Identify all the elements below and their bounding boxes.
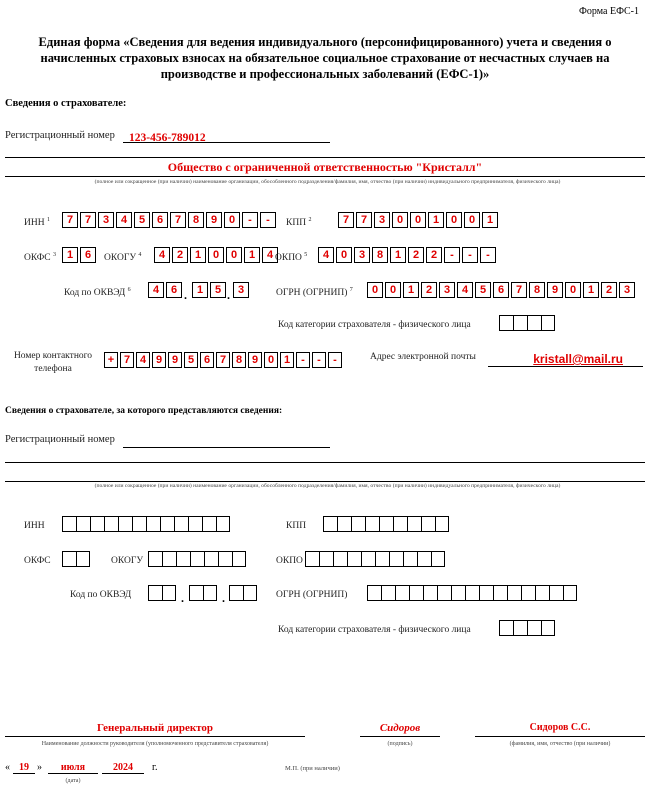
form-code: Форма ЕФС-1 xyxy=(579,6,639,17)
code-cell: 1 xyxy=(280,352,294,368)
code-cell: 8 xyxy=(188,212,204,228)
empty-cell xyxy=(365,516,379,532)
code-cell: 4 xyxy=(262,247,278,263)
code-cell: 9 xyxy=(206,212,222,228)
insured-ogrn-field[interactable] xyxy=(367,585,577,601)
code-cell: - xyxy=(328,352,342,368)
insurer-org-name[interactable]: Общество с ограниченной ответственностью "Кристалл" xyxy=(167,160,483,174)
position-field[interactable]: Генеральный директор xyxy=(5,722,305,737)
code-cell: 5 xyxy=(134,212,150,228)
insured-okved-label: Код по ОКВЭД xyxy=(70,590,132,600)
insured-okved-field-3[interactable] xyxy=(229,585,257,601)
empty-cell xyxy=(395,585,409,601)
empty-cell xyxy=(409,585,423,601)
code-cell: 7 xyxy=(80,212,96,228)
empty-cell xyxy=(393,516,407,532)
code-cell: 8 xyxy=(232,352,246,368)
code-cell: 0 xyxy=(224,212,240,228)
empty-cell xyxy=(204,551,218,567)
code-cell: 0 xyxy=(367,282,383,298)
phone-label: Номер контактного телефона xyxy=(13,351,93,374)
code-cell: - xyxy=(444,247,460,263)
empty-cell xyxy=(337,516,351,532)
code-cell: 1 xyxy=(583,282,599,298)
insured-okved-field-2[interactable] xyxy=(189,585,217,601)
code-cell: 6 xyxy=(493,282,509,298)
code-cell: 3 xyxy=(98,212,114,228)
code-cell: 9 xyxy=(547,282,563,298)
okved-field-1[interactable] xyxy=(148,282,184,298)
empty-cell xyxy=(367,585,381,601)
kpp-label: КПП $^2$ xyxy=(286,217,312,229)
empty-cell xyxy=(347,551,361,567)
insured-okfs-field[interactable] xyxy=(62,551,90,567)
date-month-field[interactable]: июля xyxy=(48,762,98,774)
empty-cell xyxy=(499,620,513,636)
divider xyxy=(5,176,645,177)
code-cell: - xyxy=(260,212,276,228)
insured-okpo-label: ОКПО xyxy=(276,556,303,566)
empty-cell xyxy=(527,315,541,331)
code-cell: 2 xyxy=(408,247,424,263)
code-cell: 7 xyxy=(338,212,354,228)
code-cell: 1 xyxy=(190,247,206,263)
category-field[interactable] xyxy=(499,315,555,331)
divider xyxy=(5,462,645,463)
code-cell: 0 xyxy=(385,282,401,298)
code-cell: 4 xyxy=(457,282,473,298)
insurer-reg-value: 123-456-789012 xyxy=(129,132,206,144)
code-cell: 2 xyxy=(172,247,188,263)
code-cell: 7 xyxy=(170,212,186,228)
empty-cell xyxy=(541,315,555,331)
code-cell: 1 xyxy=(482,212,498,228)
category-label: Код категории страхователя - физического лица xyxy=(278,320,471,330)
okved-separator: . xyxy=(227,288,230,302)
date-quote-close: » xyxy=(37,762,42,773)
empty-cell xyxy=(431,551,445,567)
inn-field[interactable] xyxy=(62,212,278,228)
insured-kpp-label: КПП xyxy=(286,521,307,531)
empty-cell xyxy=(104,516,118,532)
code-cell: 0 xyxy=(565,282,581,298)
code-cell: 6 xyxy=(152,212,168,228)
empty-cell xyxy=(437,585,451,601)
signature-note: (подпись) xyxy=(387,741,413,747)
insured-okogu-label: ОКОГУ xyxy=(111,556,144,566)
insurer-reg-label: Регистрационный номер xyxy=(5,130,115,141)
okved-field-2[interactable] xyxy=(192,282,228,298)
empty-cell xyxy=(203,585,217,601)
empty-cell xyxy=(62,551,76,567)
code-cell: 0 xyxy=(392,212,408,228)
empty-cell xyxy=(190,551,204,567)
insured-reg-label: Регистрационный номер xyxy=(5,434,115,445)
empty-cell xyxy=(76,551,90,567)
code-cell: - xyxy=(242,212,258,228)
empty-cell xyxy=(407,516,421,532)
code-cell: 5 xyxy=(210,282,226,298)
code-cell: 0 xyxy=(336,247,352,263)
empty-cell xyxy=(323,516,337,532)
empty-cell xyxy=(232,551,246,567)
insured-inn-field[interactable] xyxy=(62,516,230,532)
empty-cell xyxy=(162,551,176,567)
empty-cell xyxy=(527,620,541,636)
code-cell: 5 xyxy=(184,352,198,368)
okved-separator: . xyxy=(184,288,187,302)
code-cell: 7 xyxy=(216,352,230,368)
empty-cell xyxy=(435,516,449,532)
okfs-field[interactable] xyxy=(62,247,98,263)
ogrn-label: ОГРН (ОГРНИП) $^7$ xyxy=(276,287,353,299)
insured-org-note: (полное или сокращенное (при наличии) наименование организации, обособленного подразделения/фамилия, имя, отчество (при наличии) индивидуального предпринимателя, физического лица) xyxy=(94,483,561,489)
empty-cell xyxy=(118,516,132,532)
code-cell: 0 xyxy=(226,247,242,263)
empty-cell xyxy=(563,585,577,601)
insured-okogu-field[interactable] xyxy=(148,551,246,567)
empty-cell xyxy=(417,551,431,567)
name-field[interactable]: Сидоров С.С. xyxy=(475,722,645,737)
empty-cell xyxy=(379,516,393,532)
position-note: Наименование должности руководителя (уполномоченного представителя страхователя) xyxy=(41,741,269,747)
empty-cell xyxy=(549,585,563,601)
insured-inn-label: ИНН xyxy=(24,521,45,531)
empty-cell xyxy=(76,516,90,532)
code-cell: 0 xyxy=(410,212,426,228)
empty-cell xyxy=(189,585,203,601)
empty-cell xyxy=(146,516,160,532)
date-note: (дата) xyxy=(65,778,81,784)
code-cell: 1 xyxy=(62,247,78,263)
inn-label: ИНН $^1$ xyxy=(24,217,50,229)
empty-cell xyxy=(403,551,417,567)
code-cell: 2 xyxy=(426,247,442,263)
page-title: Единая форма «Сведения для ведения индивидуального (персонифицированного) учета и сведения о начисленных страховых взносах на обязательное социальное страхование от несчастных случаев на производстве и профессиональных заболеваний (ЕФС-1)» xyxy=(38,35,612,81)
date-quote-open: « xyxy=(5,762,10,773)
code-cell: 1 xyxy=(390,247,406,263)
insurer-org-note: (полное или сокращенное (при наличии) наименование организации, обособленного подразделения/фамилия, имя, отчество (при наличии) индивидуального предпринимателя, физического лица) xyxy=(94,179,561,185)
code-cell: 0 xyxy=(446,212,462,228)
okpo-label: ОКПО $^5$ xyxy=(275,252,308,264)
insured-kpp-field[interactable] xyxy=(323,516,449,532)
code-cell: 9 xyxy=(168,352,182,368)
code-cell: 7 xyxy=(356,212,372,228)
email-label: Адрес электронной почты xyxy=(370,352,476,362)
empty-cell xyxy=(162,585,176,601)
empty-cell xyxy=(243,585,257,601)
insurer-heading: Сведения о страхователе: xyxy=(5,98,127,109)
code-cell: 1 xyxy=(192,282,208,298)
code-cell: 3 xyxy=(233,282,249,298)
code-cell: 0 xyxy=(464,212,480,228)
okved-field-3[interactable] xyxy=(233,282,251,298)
okfs-label: ОКФС $^3$ xyxy=(24,252,56,264)
code-cell: - xyxy=(312,352,326,368)
code-cell: 9 xyxy=(248,352,262,368)
insurer-reg-field[interactable] xyxy=(123,128,330,143)
empty-cell xyxy=(333,551,347,567)
code-cell: 4 xyxy=(116,212,132,228)
empty-cell xyxy=(160,516,174,532)
code-cell: 4 xyxy=(148,282,164,298)
code-cell: 3 xyxy=(354,247,370,263)
code-cell: 3 xyxy=(439,282,455,298)
ogrn-field[interactable] xyxy=(367,282,637,298)
code-cell: 6 xyxy=(200,352,214,368)
empty-cell xyxy=(90,516,104,532)
code-cell: 6 xyxy=(80,247,96,263)
code-cell: 0 xyxy=(208,247,224,263)
empty-cell xyxy=(319,551,333,567)
okved-label: Код по ОКВЭД $^6$ xyxy=(64,287,131,299)
empty-cell xyxy=(493,585,507,601)
insured-okved-field-1[interactable] xyxy=(148,585,176,601)
okogu-field[interactable] xyxy=(154,247,280,263)
empty-cell xyxy=(176,551,190,567)
empty-cell xyxy=(479,585,493,601)
insured-okpo-field[interactable] xyxy=(305,551,445,567)
empty-cell xyxy=(381,585,395,601)
empty-cell xyxy=(188,516,202,532)
empty-cell xyxy=(132,516,146,532)
code-cell: - xyxy=(480,247,496,263)
code-cell: + xyxy=(104,352,118,368)
phone-field[interactable] xyxy=(104,352,344,368)
code-cell: 5 xyxy=(475,282,491,298)
insured-reg-field[interactable] xyxy=(123,434,330,448)
insured-okfs-label: ОКФС xyxy=(24,556,51,566)
kpp-field[interactable] xyxy=(338,212,500,228)
empty-cell xyxy=(218,551,232,567)
empty-cell xyxy=(421,516,435,532)
code-cell: 1 xyxy=(428,212,444,228)
code-cell: 7 xyxy=(62,212,78,228)
code-cell: 7 xyxy=(120,352,134,368)
code-cell: 8 xyxy=(372,247,388,263)
name-note: (фамилия, имя, отчество (при наличии) xyxy=(509,741,611,747)
empty-cell xyxy=(513,620,527,636)
empty-cell xyxy=(229,585,243,601)
empty-cell xyxy=(521,585,535,601)
code-cell: - xyxy=(296,352,310,368)
code-cell: - xyxy=(462,247,478,263)
okved-separator: . xyxy=(222,591,225,605)
email-field[interactable] xyxy=(488,350,643,367)
stamp-note: М.П. (при наличии) xyxy=(285,765,340,772)
insured-category-label: Код категории страхователя - физического лица xyxy=(278,625,471,635)
code-cell: 4 xyxy=(318,247,334,263)
empty-cell xyxy=(375,551,389,567)
code-cell: 8 xyxy=(529,282,545,298)
insured-org-name-field[interactable] xyxy=(5,481,645,482)
insured-ogrn-label: ОГРН (ОГРНИП) xyxy=(276,590,348,600)
empty-cell xyxy=(361,551,375,567)
code-cell: 4 xyxy=(154,247,170,263)
empty-cell xyxy=(216,516,230,532)
code-cell: 0 xyxy=(264,352,278,368)
okpo-field[interactable] xyxy=(318,247,498,263)
empty-cell xyxy=(465,585,479,601)
empty-cell xyxy=(202,516,216,532)
empty-cell xyxy=(541,620,555,636)
code-cell: 7 xyxy=(511,282,527,298)
code-cell: 1 xyxy=(403,282,419,298)
code-cell: 2 xyxy=(421,282,437,298)
empty-cell xyxy=(389,551,403,567)
empty-cell xyxy=(423,585,437,601)
code-cell: 3 xyxy=(619,282,635,298)
okved-separator: . xyxy=(181,591,184,605)
empty-cell xyxy=(451,585,465,601)
empty-cell xyxy=(513,315,527,331)
empty-cell xyxy=(305,551,319,567)
code-cell: 6 xyxy=(166,282,182,298)
date-year-field[interactable]: 2024 xyxy=(102,762,144,774)
code-cell: 3 xyxy=(374,212,390,228)
date-year-suffix: г. xyxy=(152,762,158,773)
divider xyxy=(5,157,645,158)
insured-category-field[interactable] xyxy=(499,620,555,636)
code-cell: 1 xyxy=(244,247,260,263)
email-value: kristall@mail.ru xyxy=(533,352,623,366)
date-day-field[interactable]: 19 xyxy=(13,762,35,774)
empty-cell xyxy=(62,516,76,532)
empty-cell xyxy=(535,585,549,601)
insured-heading: Сведения о страхователе, за которого представляются сведения: xyxy=(5,406,283,416)
empty-cell xyxy=(148,585,162,601)
okogu-label: ОКОГУ $^4$ xyxy=(104,252,142,264)
code-cell: 2 xyxy=(601,282,617,298)
empty-cell xyxy=(499,315,513,331)
empty-cell xyxy=(174,516,188,532)
empty-cell xyxy=(351,516,365,532)
empty-cell xyxy=(507,585,521,601)
code-cell: 4 xyxy=(136,352,150,368)
signature-field[interactable]: Сидоров xyxy=(360,722,440,737)
empty-cell xyxy=(148,551,162,567)
code-cell: 9 xyxy=(152,352,166,368)
